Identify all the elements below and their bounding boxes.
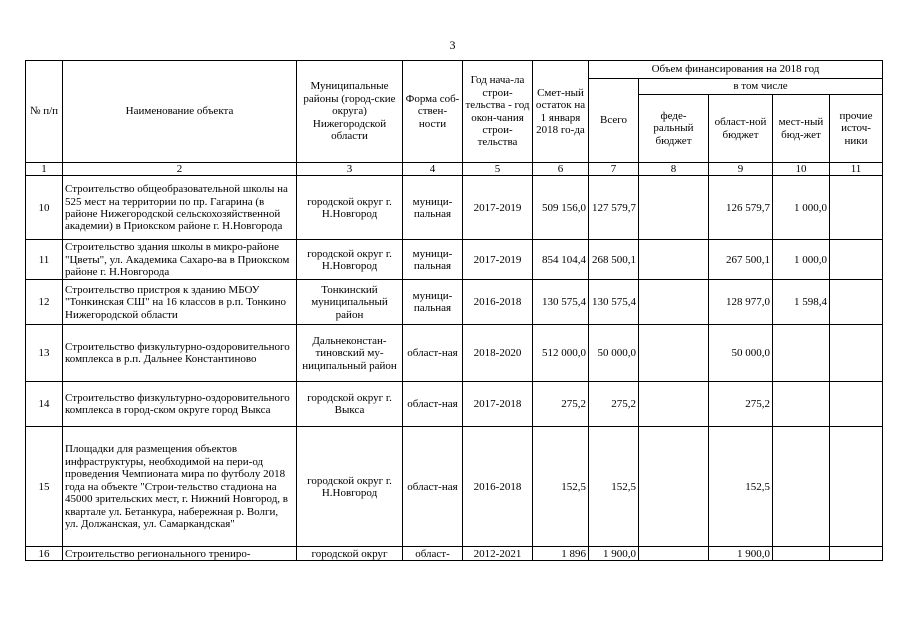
row-name: Площадки для размещения объектов инфраструктуры, необходимой на пери-од проведения Чемпионата мира по футболу 2018 года на объекте "Строи-тельство стадиона на 45000 зрительских мест, г. Нижний Новгород, в квартале ул. Бетанкура, набережная р. Волги, ул. Должанская, ул. Самаркандская" (63, 427, 297, 547)
row-estimate: 1 896 (533, 547, 589, 561)
row-other (830, 427, 883, 547)
row-local: 1 000,0 (773, 240, 830, 280)
row-total: 127 579,7 (589, 176, 639, 240)
header-federal: феде-ральный бюджет (639, 95, 709, 163)
table-row (26, 382, 883, 427)
row-local (773, 547, 830, 561)
row-ownership: област-ная (403, 427, 463, 547)
header-district: Муниципальные районы (город-ские округа) Нижегородской области (297, 61, 403, 163)
column-number: 1 (26, 163, 63, 176)
row-estimate: 275,2 (533, 382, 589, 427)
row-regional: 1 900,0 (709, 547, 773, 561)
row-estimate: 509 156,0 (533, 176, 589, 240)
row-name: Строительство общеобразовательной школы на 525 мест на территории по пр. Гагарина (в районе Нижегородской сельскохозяйственной академии) в Приокском районе г. Н.Новгорода (63, 176, 297, 240)
column-number: 8 (639, 163, 709, 176)
row-other (830, 382, 883, 427)
row-local: 1 000,0 (773, 176, 830, 240)
row-district: городской округ г. Н.Новгород (297, 240, 403, 280)
header-num: № п/п (26, 61, 63, 163)
column-number: 7 (589, 163, 639, 176)
row-regional: 126 579,7 (709, 176, 773, 240)
row-local (773, 325, 830, 382)
row-federal (639, 240, 709, 280)
row-other (830, 240, 883, 280)
column-number: 5 (463, 163, 533, 176)
row-years: 2016-2018 (463, 280, 533, 325)
table-row (26, 280, 883, 325)
row-years: 2018-2020 (463, 325, 533, 382)
row-name: Строительство пристроя к зданию МБОУ "Тонкинская СШ" на 16 классов в р.п. Тонкино Нижегородской области (63, 280, 297, 325)
row-years: 2012-2021 (463, 547, 533, 561)
header-name: Наименование объекта (63, 61, 297, 163)
row-federal (639, 280, 709, 325)
row-regional: 267 500,1 (709, 240, 773, 280)
row-name: Строительство физкультурно-оздоровительного комплекса в р.п. Дальнее Константиново (63, 325, 297, 382)
row-federal (639, 176, 709, 240)
row-years: 2017-2019 (463, 176, 533, 240)
row-other (830, 176, 883, 240)
row-ownership: муници-пальная (403, 280, 463, 325)
row-local: 1 598,4 (773, 280, 830, 325)
row-num: 11 (26, 240, 63, 280)
header-other: прочие источ-ники (830, 95, 883, 163)
row-total: 275,2 (589, 382, 639, 427)
row-estimate: 130 575,4 (533, 280, 589, 325)
row-local (773, 382, 830, 427)
header-ownership: Форма соб-ствен-ности (403, 61, 463, 163)
row-ownership: област- (403, 547, 463, 561)
row-district: городской округ г. Н.Новгород (297, 176, 403, 240)
header-funding: Объем финансирования на 2018 год (589, 61, 883, 79)
row-num: 15 (26, 427, 63, 547)
row-years: 2017-2018 (463, 382, 533, 427)
column-number: 6 (533, 163, 589, 176)
row-regional: 275,2 (709, 382, 773, 427)
column-number: 3 (297, 163, 403, 176)
row-estimate: 152,5 (533, 427, 589, 547)
row-num: 13 (26, 325, 63, 382)
column-number: 10 (773, 163, 830, 176)
row-district: городской округ (297, 547, 403, 561)
row-name: Строительство регионального трениро- (63, 547, 297, 561)
row-total: 152,5 (589, 427, 639, 547)
row-years: 2016-2018 (463, 427, 533, 547)
row-total: 268 500,1 (589, 240, 639, 280)
header-years: Год нача-ла строи-тельства - год окон-чания строи-тельства (463, 61, 533, 163)
row-other (830, 280, 883, 325)
row-ownership: муници-пальная (403, 240, 463, 280)
column-number: 9 (709, 163, 773, 176)
table-row (26, 325, 883, 382)
row-district: городской округ г. Н.Новгород (297, 427, 403, 547)
row-ownership: муници-пальная (403, 176, 463, 240)
row-num: 10 (26, 176, 63, 240)
header-estimate: Смет-ный остаток на 1 января 2018 го-да (533, 61, 589, 163)
column-number-row (26, 163, 883, 176)
header-including: в том числе (639, 79, 883, 95)
table-row (26, 176, 883, 240)
row-ownership: област-ная (403, 325, 463, 382)
header-local: мест-ный бюд-жет (773, 95, 830, 163)
row-federal (639, 382, 709, 427)
row-years: 2017-2019 (463, 240, 533, 280)
row-regional: 128 977,0 (709, 280, 773, 325)
row-name: Строительство физкультурно-оздоровительного комплекса в город-ском округе город Выкса (63, 382, 297, 427)
row-name: Строительство здания школы в микро-районе "Цветы", ул. Академика Сахаро-ва в Приокском районе г. Н.Новгорода (63, 240, 297, 280)
row-num: 14 (26, 382, 63, 427)
row-local (773, 427, 830, 547)
column-number: 2 (63, 163, 297, 176)
header-regional: област-ной бюджет (709, 95, 773, 163)
column-number: 4 (403, 163, 463, 176)
row-ownership: област-ная (403, 382, 463, 427)
header-total: Всего (589, 79, 639, 163)
row-total: 1 900,0 (589, 547, 639, 561)
table-row (26, 547, 883, 561)
row-regional: 50 000,0 (709, 325, 773, 382)
column-number: 11 (830, 163, 883, 176)
row-federal (639, 325, 709, 382)
row-district: городской округ г. Выкса (297, 382, 403, 427)
row-other (830, 547, 883, 561)
row-estimate: 854 104,4 (533, 240, 589, 280)
funding-table (25, 60, 883, 561)
row-num: 16 (26, 547, 63, 561)
row-num: 12 (26, 280, 63, 325)
row-district: Дальнеконстан-тиновский му-ниципальный район (297, 325, 403, 382)
row-total: 50 000,0 (589, 325, 639, 382)
page-number: 3 (449, 38, 456, 52)
row-regional: 152,5 (709, 427, 773, 547)
table-row (26, 240, 883, 280)
row-federal (639, 427, 709, 547)
row-estimate: 512 000,0 (533, 325, 589, 382)
row-district: Тонкинский муниципальный район (297, 280, 403, 325)
table-row (26, 427, 883, 547)
row-total: 130 575,4 (589, 280, 639, 325)
row-federal (639, 547, 709, 561)
row-other (830, 325, 883, 382)
